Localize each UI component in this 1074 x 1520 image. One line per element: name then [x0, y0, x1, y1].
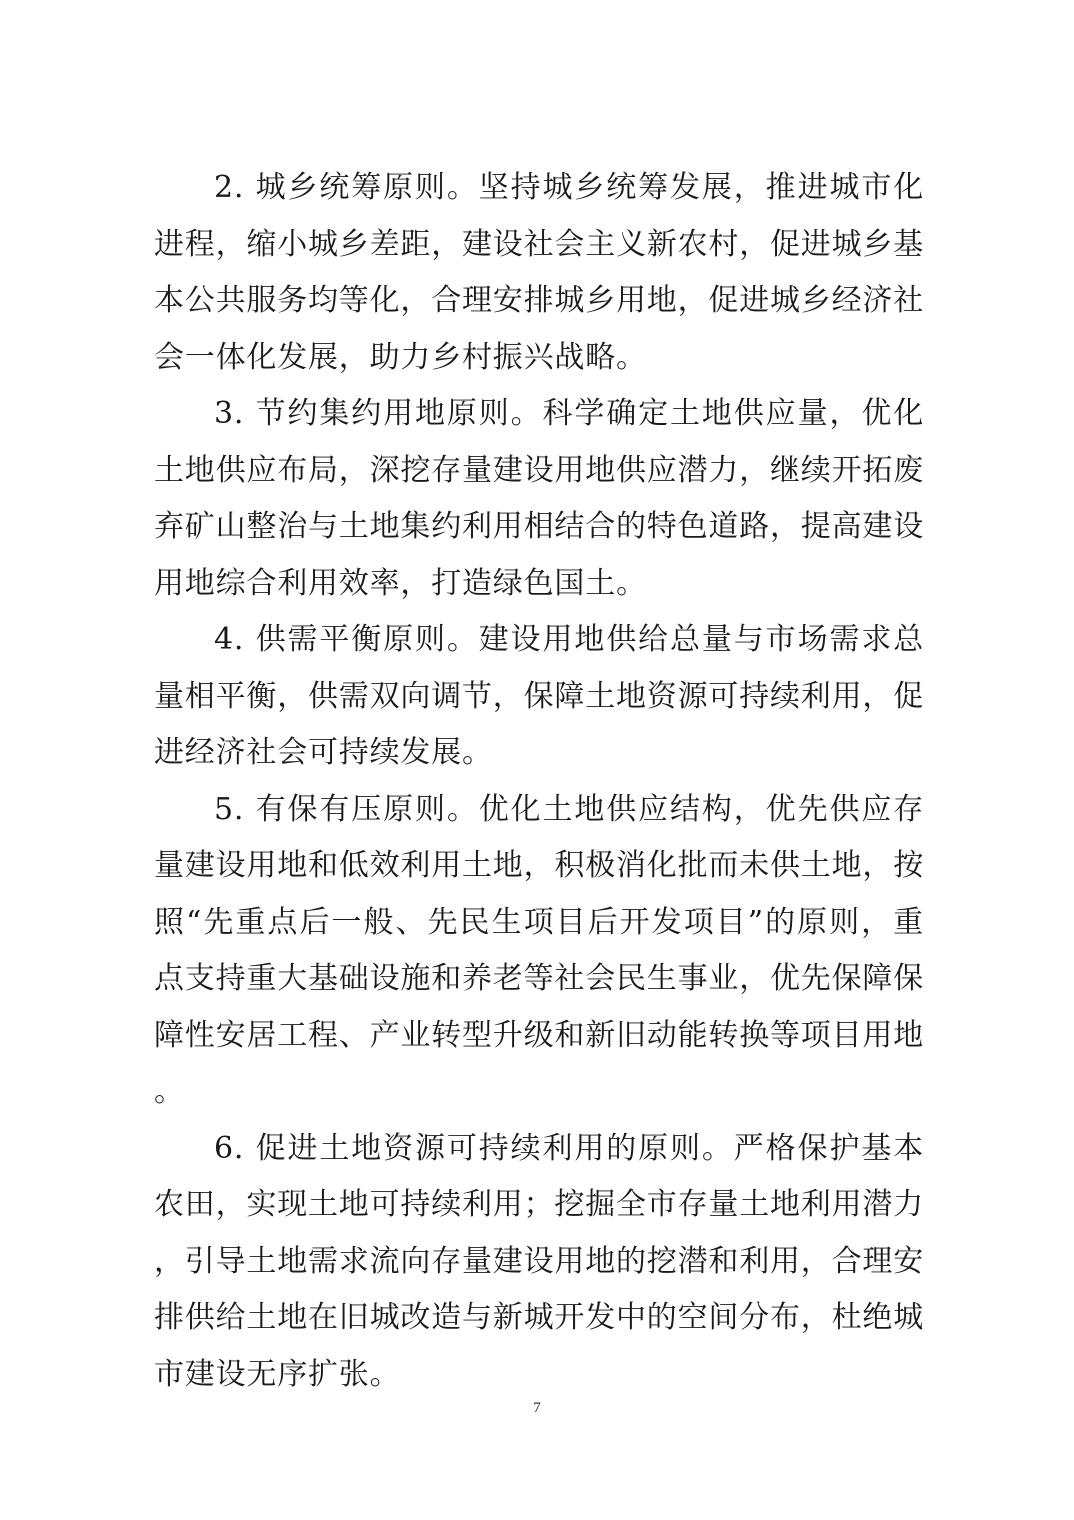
paragraph-land-conservation: 3. 节约集约用地原则。科学确定土地供应量，优化土地供应布局，深挖存量建设用地供应潜力，继续开拓废弃矿山整治与土地集约利用相结合的特色道路，提高建设用地综合利用效率，打造绿色国土。 [154, 396, 924, 601]
paragraph-priority-principle: 5. 有保有压原则。优化土地供应结构，优先供应存量建设用地和低效利用土地，积极消化批而未供土地，按照“先重点后一般、先民生项目后开发项目”的原则，重点支持重大基础设施和养老等社会民生事业，优先保障保障性安居工程、产业转型升级和新旧动能转换等项目用地。 [154, 791, 924, 1109]
paragraph-supply-demand-balance: 4. 供需平衡原则。建设用地供给总量与市场需求总量相平衡，供需双向调节，保障土地资源可持续利用，促进经济社会可持续发展。 [154, 622, 924, 770]
document-body [154, 160, 924, 1403]
paragraph-sustainable-use: 6. 促进土地资源可持续利用的原则。严格保护基本农田，实现土地可持续利用；挖掘全市存量土地利用潜力，引导土地需求流向存量建设用地的挖潜和利用，合理安排供给土地在旧城改造与新城开发中的空间分布，杜绝城市建设无序扩张。 [154, 1130, 924, 1392]
paragraph-urban-rural-coordination: 2. 城乡统筹原则。坚持城乡统筹发展，推进城市化进程，缩小城乡差距，建设社会主义新农村，促进城乡基本公共服务均等化，合理安排城乡用地，促进城乡经济社会一体化发展，助力乡村振兴战略。 [154, 170, 924, 375]
page-number: 7 [533, 1400, 541, 1416]
